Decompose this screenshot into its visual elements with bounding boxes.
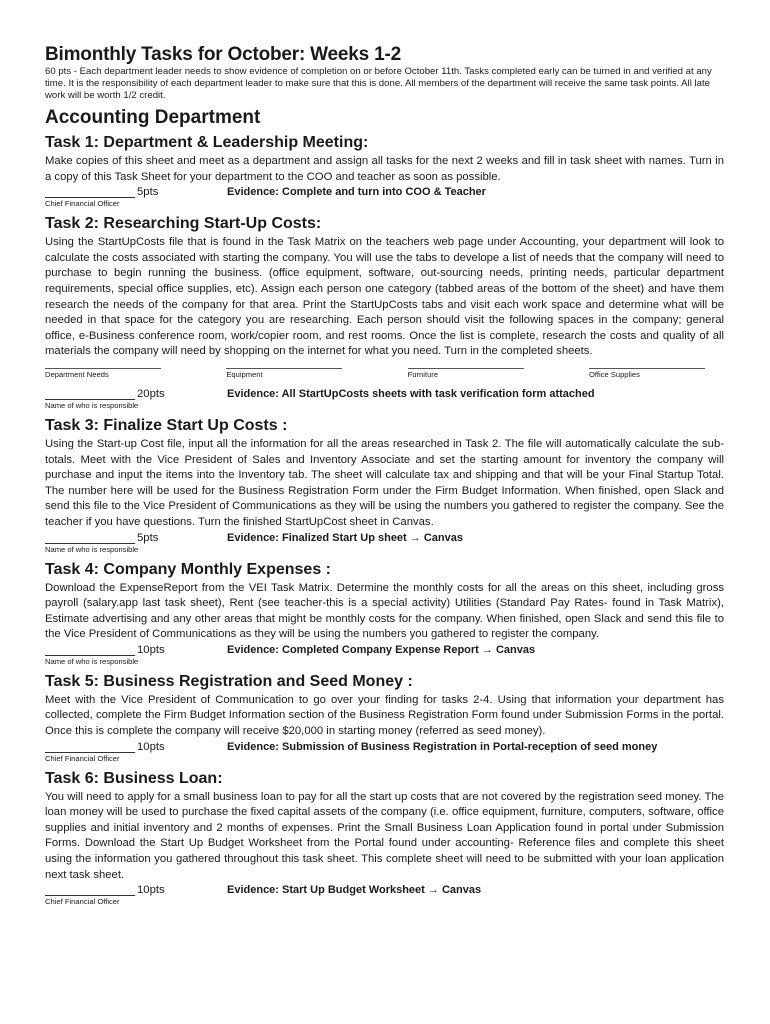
role-label: Chief Financial Officer (45, 199, 120, 209)
task-4 (45, 560, 724, 666)
name-blank[interactable] (45, 531, 135, 544)
evidence-label: Evidence: Finalized Start Up sheet → Canvas (227, 531, 463, 544)
points-label: 10pts (137, 884, 165, 897)
category-column[interactable]: Office Supplies (589, 368, 705, 379)
name-blank[interactable] (45, 185, 135, 198)
task-2 (45, 214, 724, 410)
signature-row (45, 531, 724, 545)
role-label: Name of who is responsible (45, 400, 139, 410)
category-column[interactable]: Equipment (226, 368, 342, 379)
role-label: Chief Financial Officer (45, 753, 120, 763)
signature-row (45, 185, 724, 199)
signature-row (45, 883, 724, 897)
task-heading: Task 1: Department & Leadership Meeting: (45, 134, 369, 151)
signature-row (45, 387, 724, 401)
task-3 (45, 416, 724, 554)
task-heading: Task 3: Finalize Start Up Costs : (45, 416, 288, 434)
task-body: Using the Start-up Cost file, input all the information for all the areas researched in Task 2. The file will automatically calculate the sub-totals. Meet with the Vice President of Sales and Inventory Associate and set the starting amount for inventory the company will purchase and input the items into the Inventory tab. The sheet will calculate tax and shipping and that will be your Final Startup Total. The number here will be used for the Business Registration Form under the Firm Budget Information. When finished, open Slack and send this file to the Vice President of Communications as they will be using the numbers you gathered to register the company. See the teacher if you have questions. Turn the finished StartUpCost sheet in Canvas. (45, 437, 724, 528)
page-title: Bimonthly Tasks for October: Weeks 1-2 (45, 44, 401, 65)
task-body: Meet with the Vice President of Communication to go over your finding for tasks 2-4. Using that information your department has collected, complete the Firm Budget Information section of the Business Registration Form found under Submission Forms in the portal. Once this is complete the company will receive $20,000 in starting money (referred as seed money). (45, 693, 724, 738)
evidence-label: Evidence: Complete and turn into COO & Teacher (227, 186, 486, 199)
evidence-label: Evidence: Submission of Business Registration in Portal-reception of seed money (227, 740, 658, 753)
name-blank[interactable] (45, 740, 135, 753)
name-blank[interactable] (45, 387, 135, 400)
task-6 (45, 769, 724, 907)
task-1 (45, 133, 724, 208)
role-label: Chief Financial Officer (45, 897, 120, 907)
points-label: 10pts (137, 740, 165, 753)
department-heading: Accounting Department (45, 107, 261, 128)
points-label: 5pts (137, 531, 159, 544)
evidence-label: Evidence: Start Up Budget Worksheet → Canvas (227, 884, 482, 897)
task-body: Make copies of this sheet and meet as a department and assign all tasks for the next 2 weeks and fill in task sheet with names. Turn in a copy of this Task Sheet for your department to the COO and teacher as soon as possible. (45, 155, 724, 183)
category-column[interactable]: Furniture (408, 368, 524, 379)
evidence-label: Evidence: Completed Company Expense Report → Canvas (227, 643, 536, 656)
signature-row (45, 643, 724, 657)
points-label: 10pts (137, 643, 165, 656)
task-heading: Task 4: Company Monthly Expenses : (45, 560, 331, 578)
signature-row (45, 740, 724, 754)
category-column[interactable]: Department Needs (45, 368, 161, 379)
points-label: 5pts (137, 186, 159, 199)
role-label: Name of who is responsible (45, 656, 139, 666)
role-label: Name of who is responsible (45, 544, 139, 554)
task-heading: Task 6: Business Loan: (45, 769, 223, 787)
task-body: Using the StartUpCosts file that is found in the Task Matrix on the teachers web page under Accounting, your department will look to calculate the costs associated with starting the company. You will use the tabs to develope a list of needs that the company will need to purchase to begin running the business. (office equipment, software, out-sourcing needs, printing needs, particular department requirements, special office supplies, etc). Assign each person one category (tabbed areas of the bottom of the sheet) and have them research the needs of the company for that area. Print the StartUpCosts tabs and visit each work space and determine what will be needed in that space for the category you are researching. Each person should visit the following spaces in the company; general office, e-Business conference room, work/copier room, and rest rooms. Once the list is complete, research the costs and quality of all materials the company will need by shopping on the internet for what you need. Turn in the completed sheets. (45, 236, 724, 358)
points-label: 20pts (137, 387, 165, 400)
intro-text: 60 pts - Each department leader needs to show evidence of completion on or before October 11th. Tasks completed early can be turned in and verified at any time. It is the responsibility of each department leader to make sure that this is done. All members of the department will receive the same task points. All late work will be worth 1/2 credit. (45, 66, 712, 101)
name-blank[interactable] (45, 643, 135, 656)
name-blank[interactable] (45, 883, 135, 896)
evidence-label: Evidence: All StartUpCosts sheets with task verification form attached (227, 387, 595, 400)
task-body: Download the ExpenseReport from the VEI Task Matrix. Determine the monthly costs for all the areas on this sheet, including gross payroll (salary.app last task sheet), Rent (see teacher-this is a special activity) Utilities (Standard Pay Rates- found in Task Matrix), Estimate advertising and any other areas that might be monthly costs for the company. When finished, open Slack and send this file to the Vice President of Communications as they will be using the numbers you gathered to register the company. (45, 581, 724, 641)
task-5 (45, 672, 724, 763)
task-heading: Task 2: Researching Start-Up Costs: (45, 215, 322, 233)
task-heading: Task 5: Business Registration and Seed Money : (45, 672, 413, 690)
task-body: You will need to apply for a small business loan to pay for all the start up costs that are not covered by the registration seed money. The loan money will be used to purchase the fixed capital assets of the company (i.e. office equipment, furniture, computers, software, office supplies and initial inventory and 2 months of expenses. Print the Small Business Loan Application found in portal under Submission Forms. Download the Start Up Budget Worksheet from the Portal found under accounting- Reference files and complete this sheet using the information you gathered throughout this task sheet. This complete sheet will need to be submitted with your loan application next task sheet. (45, 790, 724, 881)
category-columns (45, 368, 705, 379)
